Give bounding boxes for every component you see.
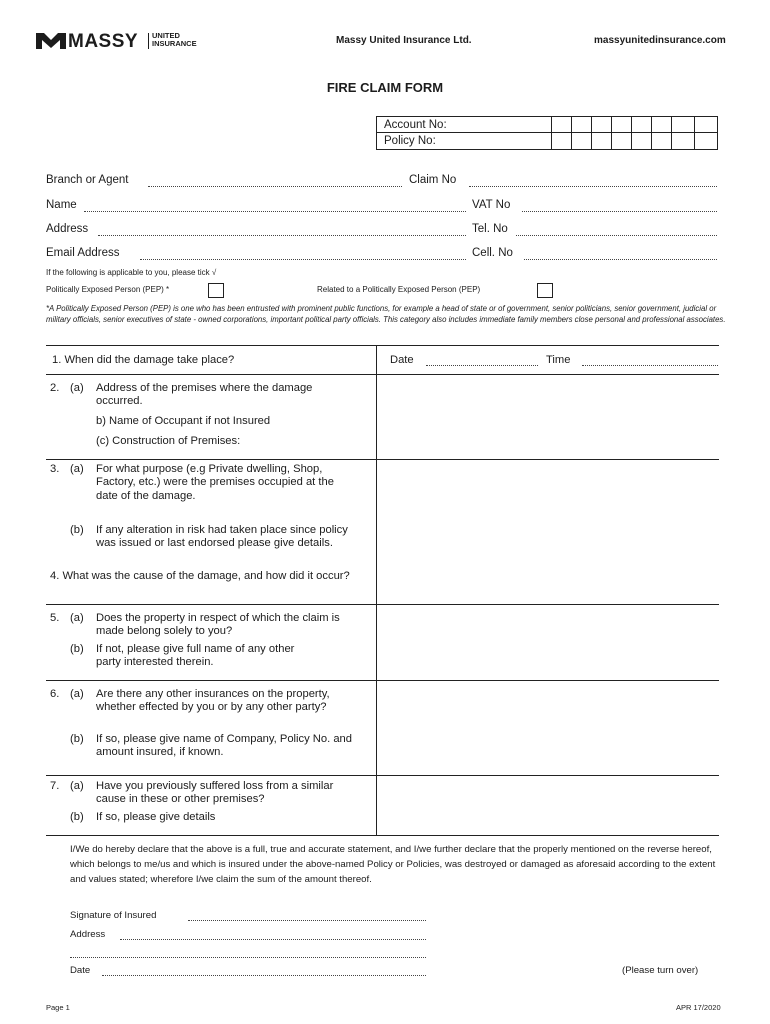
claim-no-label: Claim No xyxy=(409,174,457,186)
row-rule-1 xyxy=(46,374,719,375)
signature-label: Signature of Insured xyxy=(70,910,157,921)
q6b-sub: (b) xyxy=(70,733,84,745)
q3b-sub: (b) xyxy=(70,524,84,536)
row-rule-3 xyxy=(46,604,719,605)
q7a-text: Have you previously suffered loss from a similar cause in these or other premises? xyxy=(96,780,334,806)
row-rule-5 xyxy=(46,775,719,776)
vat-no-label: VAT No xyxy=(472,199,511,211)
turn-over-note: (Please turn over) xyxy=(622,965,699,976)
address-field[interactable] xyxy=(98,235,466,236)
logo-divider xyxy=(148,33,149,49)
question-5 xyxy=(50,612,380,678)
question-2 xyxy=(50,382,380,452)
signature-field[interactable] xyxy=(188,920,426,921)
name-label: Name xyxy=(46,199,77,211)
question-1: 1. When did the damage take place? xyxy=(52,354,235,366)
account-policy-box xyxy=(376,116,718,150)
sig-date-label: Date xyxy=(70,965,91,976)
q3a-sub: (a) xyxy=(70,463,84,475)
q5b-text: If not, please give full name of any other party interested therein. xyxy=(96,643,295,669)
row-rule-6 xyxy=(46,835,719,836)
sig-date-field[interactable] xyxy=(102,975,426,976)
website-link[interactable]: massyunitedinsurance.com xyxy=(594,35,726,46)
sig-address-label: Address xyxy=(70,929,106,940)
q2b-text: b) Name of Occupant if not Insured xyxy=(96,415,271,427)
logo-sub-line2: INSURANCE xyxy=(152,39,197,48)
pep-checkbox[interactable] xyxy=(208,283,224,298)
question-7 xyxy=(50,780,380,832)
row-rule-2 xyxy=(46,459,719,460)
q7a-sub: (a) xyxy=(70,780,84,792)
logo-wordmark: MASSY xyxy=(68,31,139,52)
q6-number: 6. xyxy=(50,688,60,700)
pep-label: Politically Exposed Person (PEP) * xyxy=(46,285,170,294)
q5-number: 5. xyxy=(50,612,60,624)
logo-sub-line1: UNITED xyxy=(152,31,180,40)
branch-agent-field[interactable] xyxy=(148,186,402,187)
q5a-text: Does the property in respect of which the claim is made belong solely to you? xyxy=(96,612,340,638)
q3a-text: For what purpose (e.g Private dwelling, Shop, Factory, etc.) were the premises occupied at the date of the damage. xyxy=(96,463,334,502)
page-number: Page 1 xyxy=(46,1003,70,1012)
name-field[interactable] xyxy=(84,211,466,212)
sig-address-field-2[interactable] xyxy=(70,957,426,958)
q5b-sub: (b) xyxy=(70,643,84,655)
pep-note: *A Politically Exposed Person (PEP) is one who has been entrusted with prominent public functions, for example a head of state or of government, senior politicians, senior government, judicial or military officials, senior executives of state - owned corporations, important political party officials. This category also includes immediate family members close personal and professional associates. xyxy=(46,304,726,324)
question-6 xyxy=(50,688,380,773)
q7b-text: If so, please give details xyxy=(96,811,216,823)
q6a-sub: (a) xyxy=(70,688,84,700)
q5a-sub: (a) xyxy=(70,612,84,624)
vat-no-field[interactable] xyxy=(522,211,717,212)
page-title: FIRE CLAIM FORM xyxy=(326,80,444,95)
q7-number: 7. xyxy=(50,780,60,792)
email-label: Email Address xyxy=(46,247,120,259)
q3-number: 3. xyxy=(50,463,60,475)
branch-agent-label: Branch or Agent xyxy=(46,174,129,186)
policy-no-label: Policy No: xyxy=(384,135,436,147)
related-pep-checkbox[interactable] xyxy=(537,283,553,298)
q1-date-field[interactable] xyxy=(426,365,538,366)
cell-no-label: Cell. No xyxy=(472,247,513,259)
address-label: Address xyxy=(46,223,89,235)
logo-subtitle xyxy=(152,32,197,48)
q1-date-label: Date xyxy=(390,354,414,366)
row-rule-4 xyxy=(46,680,719,681)
q2a-text: Address of the premises where the damage occurred. xyxy=(96,382,313,408)
q3b-text: If any alteration in risk had taken place since policy was issued or last endorsed please give details. xyxy=(96,524,348,550)
q2a-sub: (a) xyxy=(70,382,84,394)
related-pep-label: Related to a Politically Exposed Person (PEP) xyxy=(317,285,481,294)
q2-number: 2. xyxy=(50,382,60,394)
company-name: Massy United Insurance Ltd. xyxy=(336,35,472,46)
cell-no-field[interactable] xyxy=(524,259,717,260)
form-version: APR 17/2020 xyxy=(676,1003,721,1012)
question-4: 4. What was the cause of the damage, and how did it occur? xyxy=(50,570,350,582)
pep-instruction: If the following is applicable to you, please tick √ xyxy=(46,268,217,277)
sig-address-field[interactable] xyxy=(120,939,426,940)
tel-no-label: Tel. No xyxy=(472,223,508,235)
claim-no-field[interactable] xyxy=(469,186,717,187)
q1-time-field[interactable] xyxy=(582,365,718,366)
q1-time-label: Time xyxy=(546,354,571,366)
email-field[interactable] xyxy=(140,259,466,260)
q7b-sub: (b) xyxy=(70,811,84,823)
declaration-text: I/We do hereby declare that the above is a full, true and accurate statement, and I/we further declare that the properly mentioned on the reverse hereof, which belongs to me/us and which is insured under the above-named Policy or Policies, was destroyed or damaged as aforesaid according to the extent and values stated; wherefore I/we claim the sum of the amount thereof. xyxy=(70,844,716,885)
q6a-text: Are there any other insurances on the property, whether effected by you or by any other party? xyxy=(96,688,330,714)
q2c-text: (c) Construction of Premises: xyxy=(96,435,241,447)
massy-logo-icon xyxy=(36,33,66,49)
tel-no-field[interactable] xyxy=(516,235,717,236)
q6b-text: If so, please give name of Company, Policy No. and amount insured, if known. xyxy=(96,733,352,759)
account-no-label: Account No: xyxy=(384,119,447,131)
table-top-rule xyxy=(46,345,719,346)
